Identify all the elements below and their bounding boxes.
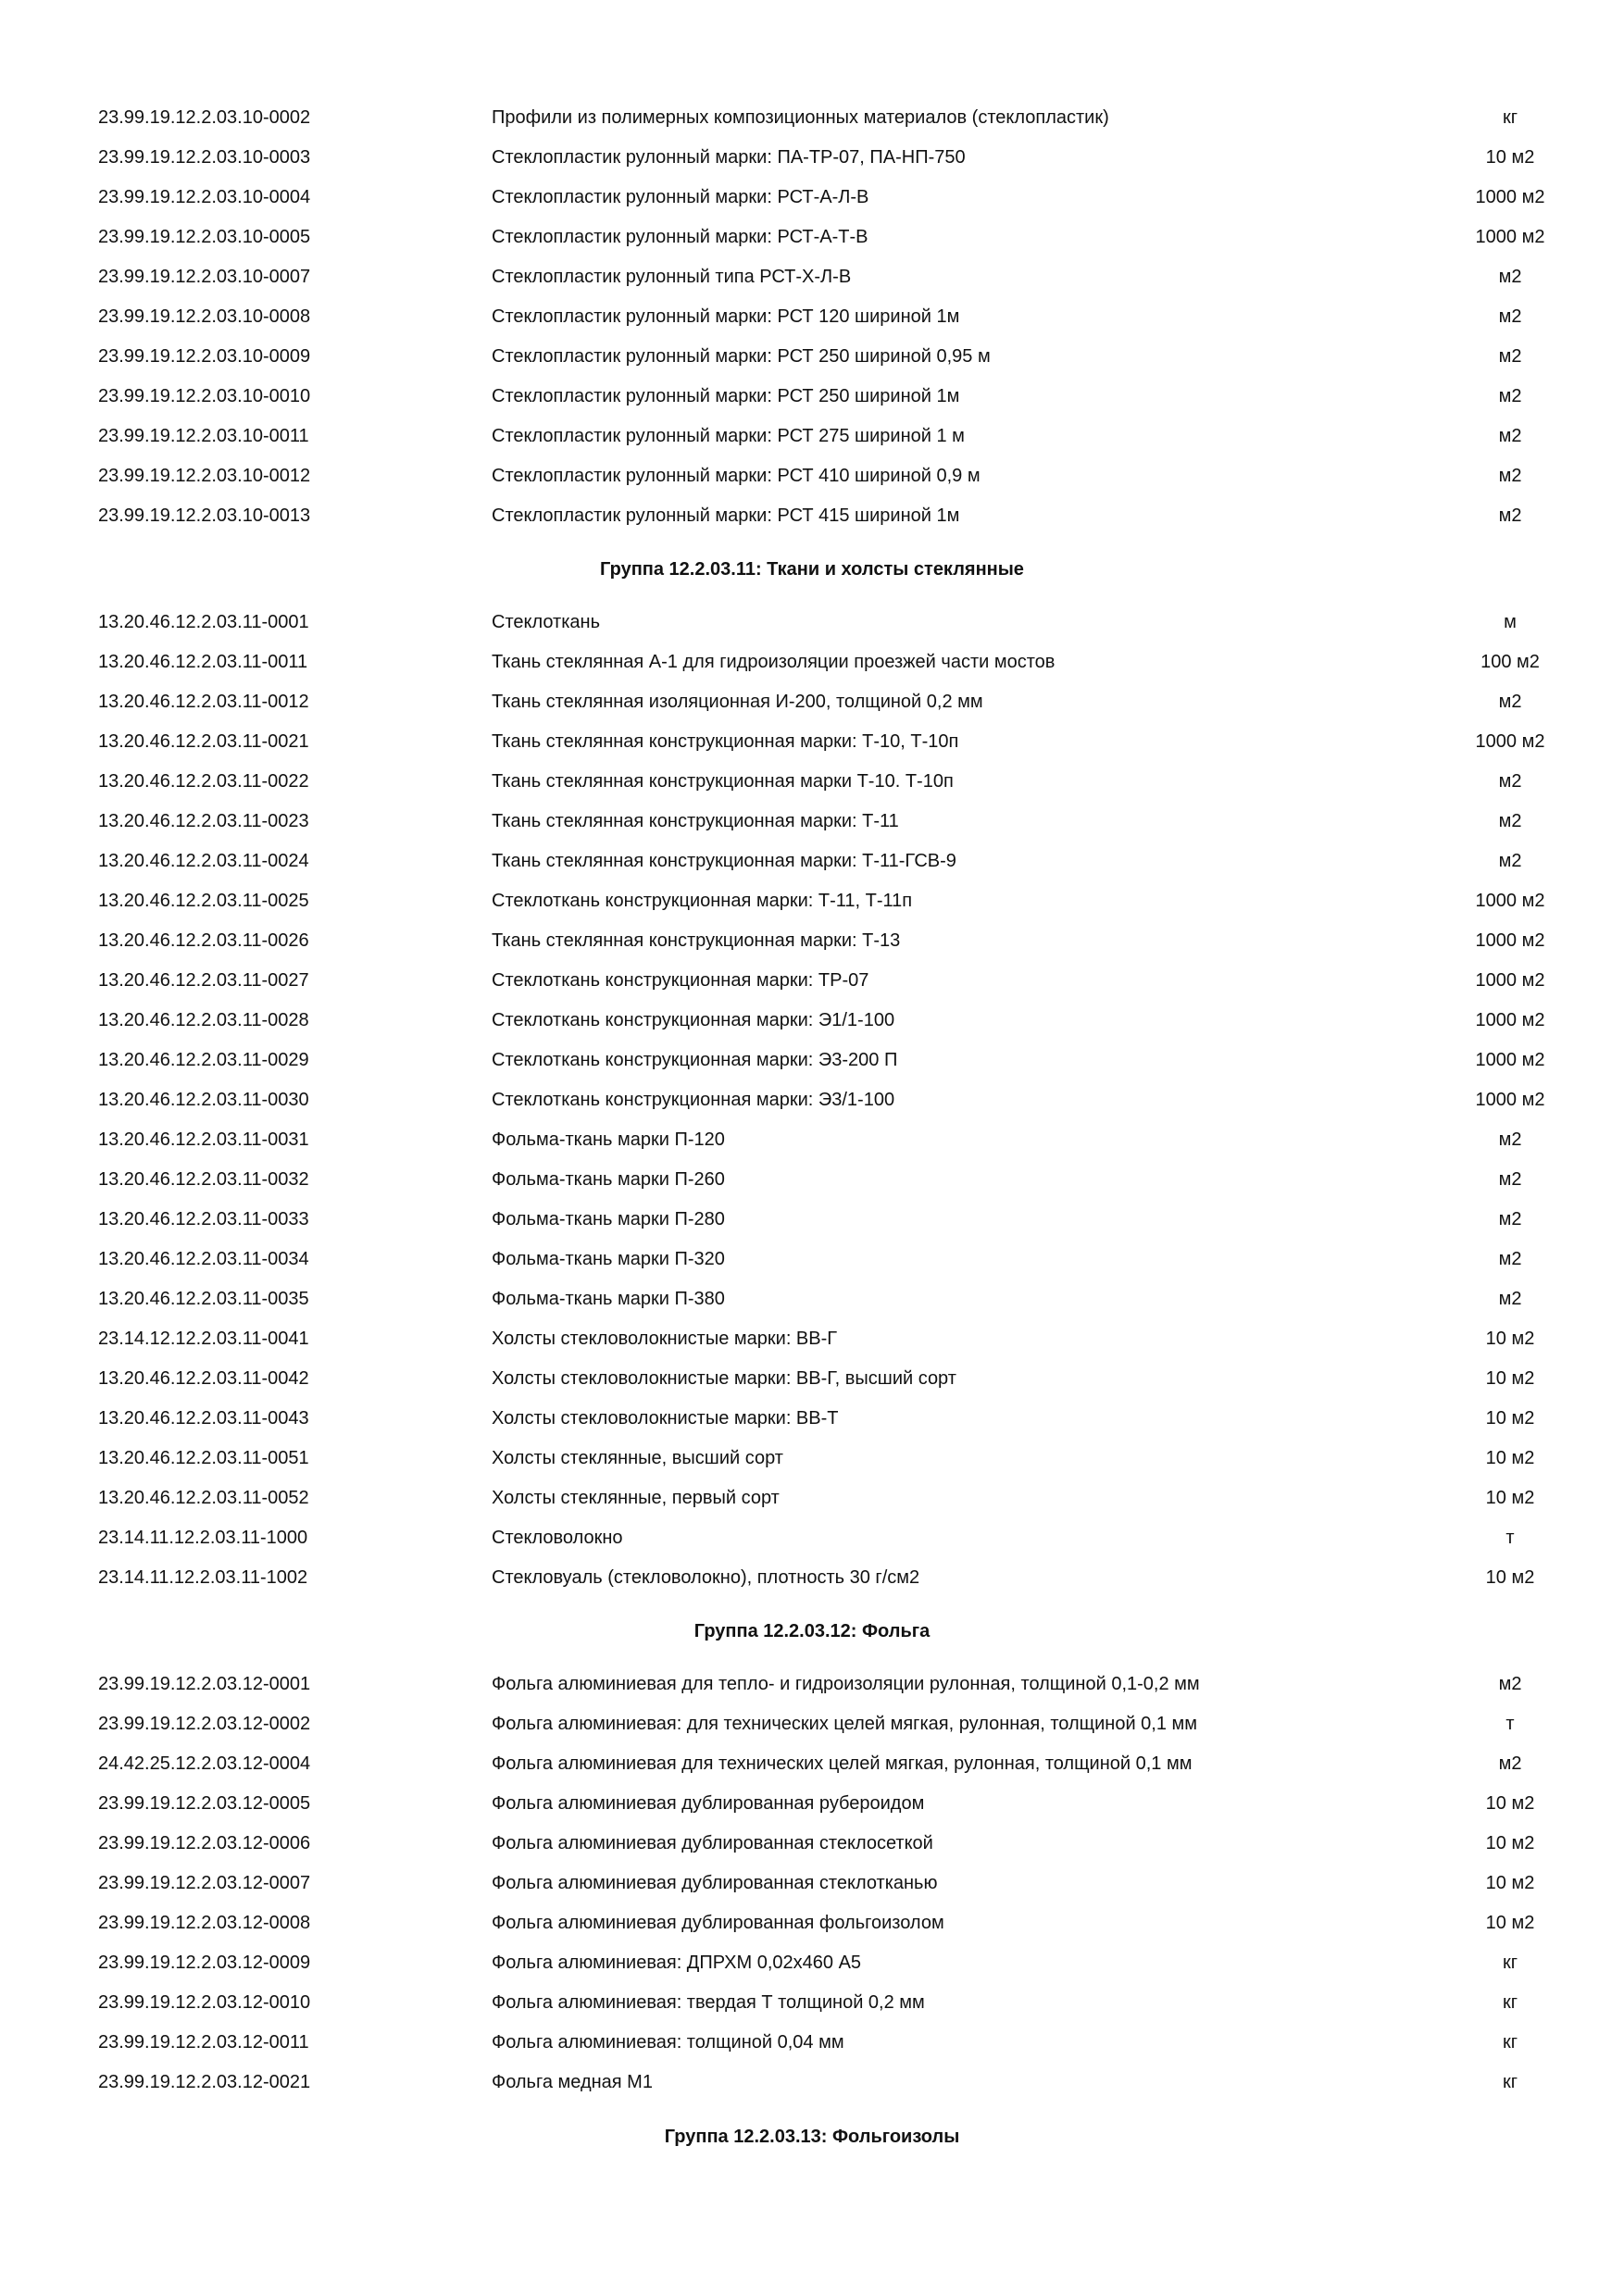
- item-code: 23.99.19.12.2.03.12-0006: [98, 1833, 311, 1853]
- item-unit: кг: [1502, 107, 1518, 128]
- table-row: [0, 377, 1624, 417]
- item-code: 24.42.25.12.2.03.12-0004: [98, 1753, 311, 1774]
- table-row: [0, 496, 1624, 536]
- item-name: Стеклопластик рулонный марки: РСТ 250 шириной 1м: [492, 386, 960, 406]
- item-name: Холсты стекловолокнистые марки: ВВ-Г, высший сорт: [492, 1368, 956, 1389]
- item-code: 23.99.19.12.2.03.10-0011: [98, 426, 309, 446]
- table-row: [0, 921, 1624, 961]
- item-code: 23.99.19.12.2.03.10-0005: [98, 227, 311, 247]
- table-row: [0, 1943, 1624, 1983]
- item-unit: 1000 м2: [1475, 1050, 1545, 1070]
- item-name: Стеклоткань конструкционная марки: Т-11, Т-11п: [492, 891, 913, 911]
- item-name: Фольга алюминиевая для технических целей мягкая, рулонная, толщиной 0,1 мм: [492, 1753, 1193, 1774]
- item-unit: 10 м2: [1485, 1368, 1535, 1389]
- item-unit: м2: [1498, 1169, 1522, 1190]
- item-unit: 10 м2: [1485, 1793, 1535, 1814]
- item-code: 23.99.19.12.2.03.10-0009: [98, 346, 311, 367]
- item-name: Фольма-ткань марки П-280: [492, 1209, 725, 1229]
- table-row: [0, 1784, 1624, 1824]
- table-row: [0, 1744, 1624, 1784]
- group-heading: Группа 12.2.03.13: Фольгоизолы: [664, 2127, 960, 2147]
- table-row: [0, 257, 1624, 297]
- table-row: [0, 842, 1624, 881]
- item-unit: 10 м2: [1485, 1567, 1535, 1588]
- item-code: 13.20.46.12.2.03.11-0029: [98, 1050, 309, 1070]
- item-unit: т: [1505, 1528, 1515, 1548]
- table-row: [0, 1864, 1624, 1903]
- item-name: Стеклопластик рулонный марки: РСТ 250 шириной 0,95 м: [492, 346, 991, 367]
- item-code: 13.20.46.12.2.03.11-0030: [98, 1090, 309, 1110]
- item-unit: 10 м2: [1485, 147, 1535, 168]
- item-unit: 1000 м2: [1475, 1010, 1545, 1030]
- item-name: Фольга алюминиевая: для технических целей мягкая, рулонная, толщиной 0,1 мм: [492, 1714, 1198, 1734]
- table-row: [0, 1120, 1624, 1160]
- item-unit: м2: [1498, 851, 1522, 871]
- item-code: 13.20.46.12.2.03.11-0035: [98, 1289, 309, 1309]
- item-unit: м2: [1498, 1753, 1522, 1774]
- item-code: 13.20.46.12.2.03.11-0001: [98, 612, 309, 632]
- table-row: [0, 297, 1624, 337]
- table-row: [0, 603, 1624, 643]
- item-unit: 10 м2: [1485, 1913, 1535, 1933]
- table-row: [0, 1704, 1624, 1744]
- item-unit: м2: [1498, 1674, 1522, 1694]
- table-row: [0, 1518, 1624, 1558]
- item-name: Ткань стеклянная конструкционная марки: Т-11: [492, 811, 899, 831]
- item-code: 23.99.19.12.2.03.12-0010: [98, 1992, 311, 2013]
- table-row: [0, 1439, 1624, 1479]
- item-name: Стеклопластик рулонный марки: РСТ 415 шириной 1м: [492, 505, 960, 526]
- item-code: 23.99.19.12.2.03.10-0010: [98, 386, 311, 406]
- item-name: Ткань стеклянная изоляционная И-200, толщиной 0,2 мм: [492, 692, 983, 712]
- table-row: [0, 1824, 1624, 1864]
- item-code: 13.20.46.12.2.03.11-0025: [98, 891, 309, 911]
- item-unit: м2: [1498, 505, 1522, 526]
- item-name: Фольма-ткань марки П-380: [492, 1289, 725, 1309]
- item-code: 13.20.46.12.2.03.11-0032: [98, 1169, 309, 1190]
- item-unit: 10 м2: [1485, 1873, 1535, 1893]
- item-unit: 1000 м2: [1475, 731, 1545, 752]
- item-name: Фольма-ткань марки П-120: [492, 1129, 725, 1150]
- item-unit: м2: [1498, 306, 1522, 327]
- group-heading: Группа 12.2.03.12: Фольга: [693, 1621, 931, 1641]
- item-name: Фольга алюминиевая дублированная фольгоизолом: [492, 1913, 944, 1933]
- item-name: Фольга алюминиевая дублированная стеклосеткой: [492, 1833, 933, 1853]
- item-unit: 1000 м2: [1475, 187, 1545, 207]
- item-code: 23.99.19.12.2.03.10-0003: [98, 147, 311, 168]
- table-row: [0, 643, 1624, 682]
- item-name: Фольга алюминиевая дублированная стеклотканью: [492, 1873, 938, 1893]
- item-name: Стеклопластик рулонный марки: РСТ-А-Т-В: [492, 227, 868, 247]
- table-row: [0, 337, 1624, 377]
- item-code: 23.99.19.12.2.03.10-0013: [98, 505, 311, 526]
- table-row: [0, 1983, 1624, 2023]
- item-code: 13.20.46.12.2.03.11-0034: [98, 1249, 309, 1269]
- item-unit: м2: [1498, 346, 1522, 367]
- item-name: Фольга алюминиевая: твердая Т толщиной 0,2 мм: [492, 1992, 925, 2013]
- item-name: Стеклоткань конструкционная марки: Э1/1-100: [492, 1010, 895, 1030]
- table-row: [0, 178, 1624, 218]
- item-unit: м: [1504, 612, 1517, 632]
- table-row: [0, 1200, 1624, 1240]
- item-code: 23.99.19.12.2.03.10-0007: [98, 267, 311, 287]
- item-code: 13.20.46.12.2.03.11-0051: [98, 1448, 309, 1468]
- item-code: 23.99.19.12.2.03.10-0002: [98, 107, 311, 128]
- table-row: [0, 1041, 1624, 1080]
- table-row: [0, 1903, 1624, 1943]
- item-code: 23.99.19.12.2.03.12-0021: [98, 2072, 311, 2092]
- item-name: Стеклоткань конструкционная марки: Э3-200 П: [492, 1050, 898, 1070]
- item-unit: м2: [1498, 1289, 1522, 1309]
- table-row: [0, 456, 1624, 496]
- item-unit: м2: [1498, 267, 1522, 287]
- item-unit: 1000 м2: [1475, 227, 1545, 247]
- item-unit: 1000 м2: [1475, 1090, 1545, 1110]
- item-code: 23.99.19.12.2.03.10-0004: [98, 187, 311, 207]
- item-code: 13.20.46.12.2.03.11-0031: [98, 1129, 309, 1150]
- table-row: [0, 1279, 1624, 1319]
- item-name: Стеклопластик рулонный марки: РСТ-А-Л-В: [492, 187, 869, 207]
- item-code: 23.99.19.12.2.03.12-0007: [98, 1873, 311, 1893]
- item-code: 13.20.46.12.2.03.11-0027: [98, 970, 309, 991]
- table-row: [0, 1319, 1624, 1359]
- item-unit: м2: [1498, 1129, 1522, 1150]
- item-code: 23.99.19.12.2.03.12-0009: [98, 1953, 311, 1973]
- item-code: 13.20.46.12.2.03.11-0024: [98, 851, 309, 871]
- table-row: [0, 1001, 1624, 1041]
- item-name: Холсты стеклянные, первый сорт: [492, 1488, 780, 1508]
- item-unit: м2: [1498, 1249, 1522, 1269]
- item-unit: 1000 м2: [1475, 970, 1545, 991]
- item-unit: м2: [1498, 811, 1522, 831]
- item-name: Стеклоткань: [492, 612, 600, 632]
- item-code: 23.99.19.12.2.03.10-0012: [98, 466, 311, 486]
- item-code: 13.20.46.12.2.03.11-0043: [98, 1408, 309, 1429]
- item-code: 23.99.19.12.2.03.12-0005: [98, 1793, 311, 1814]
- item-name: Холсты стекловолокнистые марки: ВВ-Г: [492, 1329, 838, 1349]
- item-unit: м2: [1498, 386, 1522, 406]
- item-name: Стеклоткань конструкционная марки: Э3/1-100: [492, 1090, 895, 1110]
- item-code: 23.99.19.12.2.03.12-0008: [98, 1913, 311, 1933]
- item-code: 13.20.46.12.2.03.11-0052: [98, 1488, 309, 1508]
- item-code: 23.99.19.12.2.03.12-0011: [98, 2032, 309, 2053]
- item-name: Профили из полимерных композиционных материалов (стеклопластик): [492, 107, 1109, 128]
- item-name: Стеклопластик рулонный марки: РСТ 275 шириной 1 м: [492, 426, 965, 446]
- table-row: [0, 881, 1624, 921]
- item-unit: м2: [1498, 1209, 1522, 1229]
- item-name: Стекловуаль (стекловолокно), плотность 30 г/см2: [492, 1567, 920, 1588]
- item-name: Ткань стеклянная конструкционная марки Т-10. Т-10п: [492, 771, 954, 792]
- item-unit: м2: [1498, 771, 1522, 792]
- table-row: [0, 2063, 1624, 2103]
- table-row: [0, 1399, 1624, 1439]
- item-unit: кг: [1502, 1992, 1518, 2013]
- item-code: 23.99.19.12.2.03.10-0008: [98, 306, 311, 327]
- table-row: [0, 1665, 1624, 1704]
- table-row: [0, 802, 1624, 842]
- item-name: Фольга медная М1: [492, 2072, 653, 2092]
- table-row: [0, 1558, 1624, 1598]
- table-row: [0, 1240, 1624, 1279]
- item-name: Стеклопластик рулонный марки: РСТ 120 шириной 1м: [492, 306, 960, 327]
- table-row: [0, 1080, 1624, 1120]
- section-11-rows: [0, 603, 1624, 1598]
- table-row: [0, 138, 1624, 178]
- item-name: Фольга алюминиевая для тепло- и гидроизоляции рулонная, толщиной 0,1-0,2 мм: [492, 1674, 1200, 1694]
- item-name: Ткань стеклянная А-1 для гидроизоляции проезжей части мостов: [492, 652, 1056, 672]
- item-unit: м2: [1498, 426, 1522, 446]
- item-unit: 1000 м2: [1475, 891, 1545, 911]
- item-code: 13.20.46.12.2.03.11-0033: [98, 1209, 309, 1229]
- item-code: 23.99.19.12.2.03.12-0001: [98, 1674, 311, 1694]
- item-name: Ткань стеклянная конструкционная марки: Т-10, Т-10п: [492, 731, 959, 752]
- table-row: [0, 417, 1624, 456]
- item-name: Стеклопластик рулонный марки: РСТ 410 шириной 0,9 м: [492, 466, 981, 486]
- item-unit: м2: [1498, 466, 1522, 486]
- item-name: Стеклопластик рулонный марки: ПА-ТР-07, ПА-НП-750: [492, 147, 966, 168]
- table-row: [0, 722, 1624, 762]
- item-unit: 10 м2: [1485, 1329, 1535, 1349]
- item-name: Холсты стекловолокнистые марки: ВВ-Т: [492, 1408, 839, 1429]
- item-unit: 10 м2: [1485, 1833, 1535, 1853]
- table-row: [0, 98, 1624, 138]
- table-row: [0, 961, 1624, 1001]
- item-code: 13.20.46.12.2.03.11-0023: [98, 811, 309, 831]
- item-name: Стеклоткань конструкционная марки: ТР-07: [492, 970, 869, 991]
- section-12-rows: [0, 1665, 1624, 2103]
- item-name: Ткань стеклянная конструкционная марки: Т-13: [492, 930, 901, 951]
- item-unit: м2: [1498, 692, 1522, 712]
- item-name: Холсты стеклянные, высший сорт: [492, 1448, 783, 1468]
- item-name: Фольга алюминиевая: толщиной 0,04 мм: [492, 2032, 844, 2053]
- item-code: 23.14.11.12.2.03.11-1002: [98, 1567, 308, 1588]
- item-unit: 1000 м2: [1475, 930, 1545, 951]
- item-code: 13.20.46.12.2.03.11-0022: [98, 771, 309, 792]
- item-code: 13.20.46.12.2.03.11-0011: [98, 652, 308, 672]
- item-code: 13.20.46.12.2.03.11-0026: [98, 930, 309, 951]
- table-row: [0, 2023, 1624, 2063]
- item-unit: кг: [1502, 2032, 1518, 2053]
- item-name: Ткань стеклянная конструкционная марки: Т-11-ГСВ-9: [492, 851, 956, 871]
- table-row: [0, 1479, 1624, 1518]
- item-code: 23.99.19.12.2.03.12-0002: [98, 1714, 311, 1734]
- item-unit: 10 м2: [1485, 1408, 1535, 1429]
- item-unit: 100 м2: [1480, 652, 1540, 672]
- section-10-rows: [0, 98, 1624, 536]
- item-name: Фольга алюминиевая дублированная рубероидом: [492, 1793, 925, 1814]
- group-heading: Группа 12.2.03.11: Ткани и холсты стеклянные: [600, 559, 1024, 580]
- item-code: 13.20.46.12.2.03.11-0012: [98, 692, 309, 712]
- item-name: Фольга алюминиевая: ДПРХМ 0,02х460 А5: [492, 1953, 862, 1973]
- item-name: Фольма-ткань марки П-260: [492, 1169, 725, 1190]
- item-code: 23.14.11.12.2.03.11-1000: [98, 1528, 308, 1548]
- item-code: 23.14.12.12.2.03.11-0041: [98, 1329, 309, 1349]
- table-row: [0, 762, 1624, 802]
- item-name: Фольма-ткань марки П-320: [492, 1249, 725, 1269]
- table-row: [0, 1160, 1624, 1200]
- item-name: Стекловолокно: [492, 1528, 623, 1548]
- item-unit: т: [1505, 1714, 1515, 1734]
- item-unit: 10 м2: [1485, 1448, 1535, 1468]
- table-row: [0, 682, 1624, 722]
- table-row: [0, 218, 1624, 257]
- item-code: 13.20.46.12.2.03.11-0042: [98, 1368, 309, 1389]
- item-code: 13.20.46.12.2.03.11-0021: [98, 731, 309, 752]
- table-row: [0, 1359, 1624, 1399]
- item-unit: кг: [1502, 1953, 1518, 1973]
- item-name: Стеклопластик рулонный типа РСТ-Х-Л-В: [492, 267, 852, 287]
- item-unit: 10 м2: [1485, 1488, 1535, 1508]
- item-code: 13.20.46.12.2.03.11-0028: [98, 1010, 309, 1030]
- item-unit: кг: [1502, 2072, 1518, 2092]
